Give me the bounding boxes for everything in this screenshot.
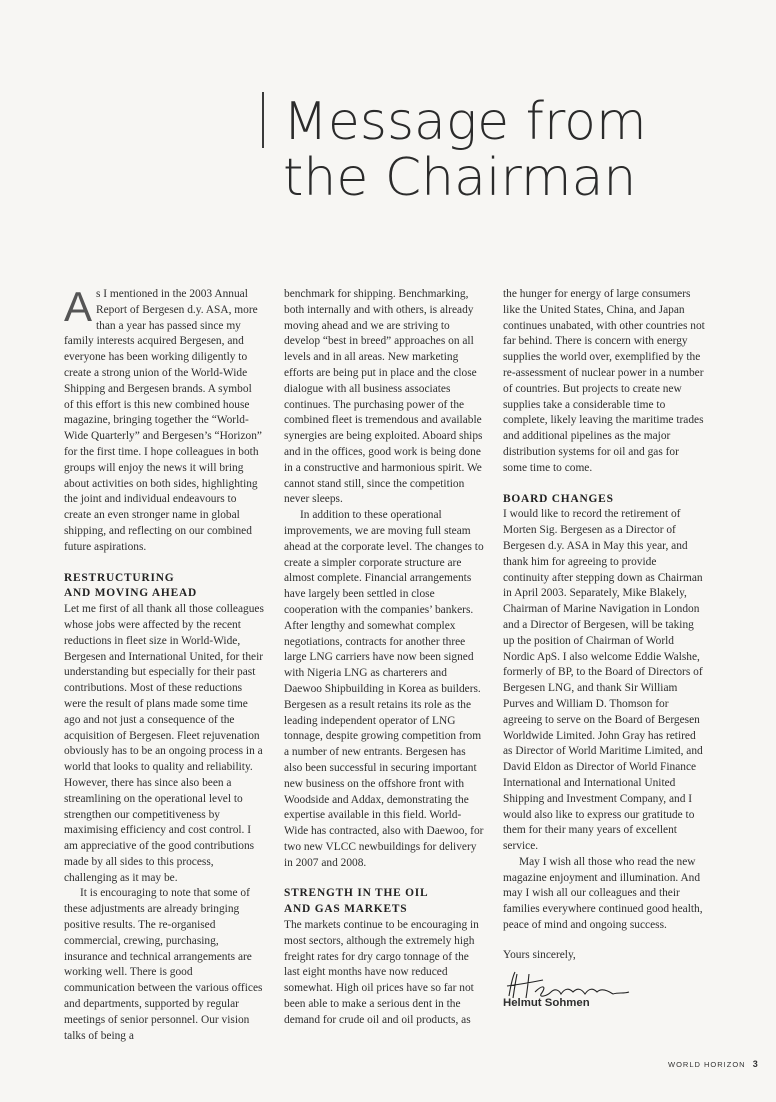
paragraph: benchmark for shipping. Benchmarking, both internally and with others, is already moving ahead and we are striving to develop “best in breed” approaches on all levels and in all areas. New marketing efforts are being put in place and the close dialogue with all business associates continues. The purchasing power of the combined fleet is tremendous and available synergies are being exploited. Aboard ships and in the offices, good work is being done in a constructive and harmonious spirit. We cannot stand still, since the competition never sleeps.	[284, 288, 483, 506]
column-3	[503, 287, 705, 1011]
paragraph: May I wish all those who read the new magazine enjoyment and illumination. And may I wish all our colleagues and their families everywhere continued good health, peace of mind and ongoing success.	[503, 855, 703, 932]
signatory-name: Helmut Sohmen	[503, 996, 590, 1009]
page-title	[283, 94, 753, 206]
section-heading-restructuring: RESTRUCTURING AND MOVING AHEAD	[64, 571, 198, 600]
handwritten-signature	[503, 970, 705, 996]
paragraph: the hunger for energy of large consumers like the United States, China, and Japan continues unabated, with other countries not far behind. There is concern with energy supplies the world over, exemplified by the re-assessment of nuclear power in a number of countries. But projects to create new supplies take a considerable time to complete, likely leaving the maritime trades and additional pipelines as the major distribution systems for oil and gas for some time to come.	[503, 288, 705, 474]
magazine-name: WORLD HORIZON	[668, 1060, 746, 1069]
page-number: 3	[752, 1059, 759, 1069]
section-heading-oil-gas: STRENGTH IN THE OIL AND GAS MARKETS	[284, 887, 429, 916]
intro-text: s I mentioned in the 2003 Annual Report of Bergesen d.y. ASA, more than a year has passed since my family interests acquired Bergesen, and everyone has been working diligently to create a strong union of the World-Wide Shipping and Bergesen brands. A symbol of this effort is this new combined house magazine, bringing together the “World-Wide Quarterly” and Bergesen’s “Horizon” for the first time. I hope colleagues in both groups will enjoy the news it will bring about activities on both sides, highlighting the joint and individual endeavours to create an even stronger name in global shipping, and reflecting on our combined future aspirations.	[64, 288, 262, 553]
section-heading-board-changes: BOARD CHANGES	[503, 492, 614, 505]
drop-cap: A	[64, 283, 93, 330]
paragraph: The markets continue to be encouraging in most sectors, although the extremely high freight rates for dry cargo tonnage of the last eight months have now reduced somewhat. High oil prices have so far not been able to make a serious dent in the demand for crude oil and oil products, as	[284, 919, 479, 1026]
paragraph: In addition to these operational improvements, we are moving full steam ahead at the corporate level. The changes to create a simpler corporate structure are almost complete. Financial arrangements have largely been settled in close cooperation with the companies’ bankers. After lengthy and somewhat complex negotiations, contracts for another three large LNG carriers have now been signed with Nigeria LNG as charterers and Daewoo Shipbuilding in Korea as builders. Bergesen as a result retains its role as the leading independent operator of LNG tonnage, despite growing competition from a number of new entrants. Bergesen has also been successful in securing important new business on the offshore front with Woodside and Addax, demonstrating the expertise available in this field. World-Wide has contracted, also with Daewoo, for two new VLCC newbuildings for delivery in 2007 and 2008.	[284, 509, 484, 869]
intro-paragraph	[64, 283, 264, 556]
closing-salutation: Yours sincerely,	[503, 948, 576, 961]
title-rule	[262, 92, 264, 148]
page-footer	[668, 1059, 759, 1069]
paragraph: I would like to record the retirement of Morten Sig. Bergesen as a Director of Bergesen d.y. ASA in May this year, and thank him for agreeing to provide continuity after stepping down as Chairman in April 2003. Separately, Mike Blakely, Chairman of Marine Navigation in London and a Director of Bergesen, will be taking up the position of Chairman of World Nordic ApS. I also welcome Eddie Walshe, formerly of BP, to the Board of Directors of Bergesen LNG, and thank Sir William Purves and William D. Thomson for agreeing to serve on the Board of Bergesen Worldwide Limited. John Gray has retired as Director of World Maritime Limited, and David Eldon as Director of World Finance International and International United Shipping and Investment Company, and I would also like to express our gratitude to them for their many years of excellent service.	[503, 508, 703, 853]
paragraph: Let me first of all thank all those colleagues whose jobs were affected by the recent reductions in fleet size in World-Wide, Bergesen and International United, for their understanding but especially for their past contributions. Most of these reductions were the result of plans made some time ago and not just a consequence of the acquisition of Bergesen. Fleet rejuvenation obviously has to be an ongoing process in a world that looks to quality and reliability. However, there has since also been a streamlining on the operational level to strengthen our competitiveness by maximising efficiency and cost control. I am appreciative of the good contributions made by all sides to this process, challenging as it may be.	[64, 603, 264, 884]
title-line-2: the Chairman	[283, 148, 637, 208]
column-1	[64, 283, 264, 1044]
title-line-1: Message from	[283, 92, 647, 152]
column-2	[284, 287, 484, 1029]
paragraph: It is encouraging to note that some of these adjustments are already bringing positive results. The re-organised commercial, crewing, purchasing, insurance and technical arrangements are working well. There is good communication between the various offices and departments, supported by regular meetings of senior personnel. Our vision talks of being a	[64, 887, 263, 1042]
